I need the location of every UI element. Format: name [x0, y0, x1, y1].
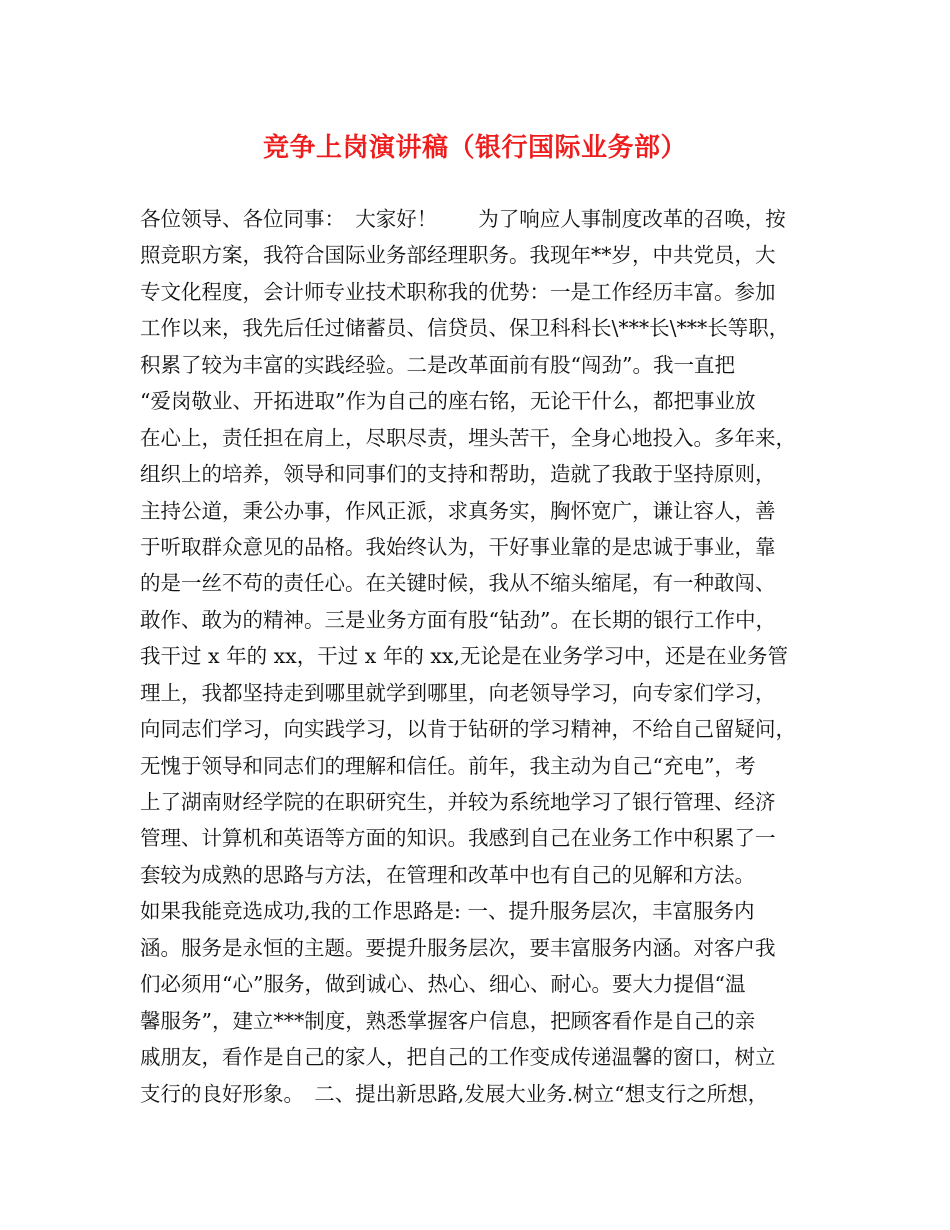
- body-text-line: 理上，我都坚持走到哪里就学到哪里，向老领导学习，向专家们学习，: [140, 680, 776, 705]
- body-text-line: 馨服务”，建立***制度，熟悉掌握客户信息，把顾客看作是自己的亲: [140, 1008, 756, 1033]
- body-text-line: 照竞职方案，我符合国际业务部经理职务。我现年**岁，中共党员，大: [140, 243, 776, 268]
- body-text-line: 上了湖南财经学院的在职研究生，并较为系统地学习了银行管理、经济: [140, 790, 776, 814]
- body-text-line: 戚朋友，看作是自己的家人，把自己的工作变成传递温馨的窗口，树立: [140, 1045, 776, 1070]
- body-text-line: 主持公道，秉公办事，作风正派，求真务实，胸怀宽广，谦让容人，善: [140, 498, 776, 523]
- document-title: 竞争上岗演讲稿（银行国际业务部）: [262, 133, 687, 163]
- body-text-line: “爱岗敬业、开拓进取”作为自己的座右铭，无论干什么，都把事业放: [140, 389, 756, 414]
- body-text-line: 各位领导、各位同事： 大家好！ 为了响应人事制度改革的召唤，按: [140, 207, 786, 231]
- body-text-line: 敢作、敢为的精神。三是业务方面有股“钻劲”。在长期的银行工作中，: [140, 607, 776, 632]
- body-text-line: 如果我能竞选成功,我的工作思路是: 一、提升服务层次，丰富服务内: [140, 899, 755, 924]
- body-text-line: 无愧于领导和同志们的理解和信任。前年，我主动为自己“充电”，考: [140, 753, 756, 778]
- body-text-line: 积累了较为丰富的实践经验。二是改革面前有股“闯劲”。我一直把: [140, 352, 735, 377]
- document-body: [140, 201, 830, 1112]
- body-text-line: 的是一丝不苟的责任心。在关键时候，我从不缩头缩尾，有一种敢闯、: [140, 571, 776, 596]
- body-text-line: 向同志们学习，向实践学习，以肯于钻研的学习精神，不给自己留疑问，: [140, 717, 796, 742]
- body-text-line: 在心上，责任担在肩上，尽职尽责，埋头苦干，全身心地投入。多年来，: [140, 425, 796, 450]
- body-text-line: 管理、计算机和英语等方面的知识。我感到自己在业务工作中积累了一: [140, 826, 776, 851]
- body-text-line: 组织上的培养，领导和同事们的支持和帮助，造就了我敢于坚持原则，: [140, 462, 776, 487]
- body-text-line: 工作以来，我先后任过储蓄员、信贷员、保卫科科长\***长\***长等职，: [140, 316, 790, 341]
- body-text-line: 于听取群众意见的品格。我始终认为，干好事业靠的是忠诚于事业，靠: [140, 534, 776, 559]
- body-text-line: 涵。服务是永恒的主题。要提升服务层次，要丰富服务内涵。对客户我: [140, 935, 776, 960]
- body-text-line: 们必须用“心”服务，做到诚心、热心、细心、耐心。要大力提倡“温: [140, 972, 746, 997]
- body-text-line: 支行的良好形象。 二、提出新思路,发展大业务.树立“想支行之所想，: [140, 1081, 769, 1106]
- body-text-line: 套较为成熟的思路与方法，在管理和改革中也有自己的见解和方法。: [140, 862, 755, 887]
- body-text-line: 我干过 x 年的 xx，干过 x 年的 xx,无论是在业务学习中，还是在业务管: [140, 644, 788, 669]
- body-text-line: 专文化程度，会计师专业技术职称我的优势：一是工作经历丰富。参加: [140, 279, 776, 304]
